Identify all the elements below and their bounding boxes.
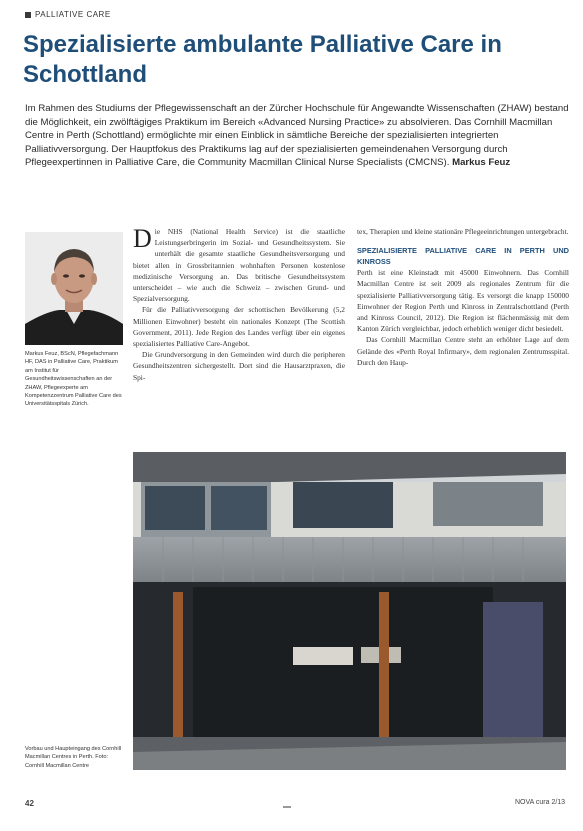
article-column-1 (133, 226, 345, 383)
article-lead (25, 102, 570, 170)
col1-paragraph-1 (133, 226, 345, 304)
portrait-caption: Markus Feuz, BScN, Pflegefachmann HF, DAS in Palliative Care, Praktikum am Institut für Gesundheitswissenschaften an der ZHAW, Pflegeexperte am Kompetenzzentrum Palliative Care des Universitätsspitals Zürich. (25, 351, 122, 408)
col1-paragraph-2: Für die Palliativversorgung der schottischen Bevölkerung (5,2 Millionen Einwohner) besteht ein nationales Konzept (The Scottish Government, 2011). Jede Region des Landes verfügt über ein eigenes spezialisiertes Palliative Care-Angebot. (133, 305, 345, 349)
subhead-perth-kinross: SPEZIALISIERTE PALLIATIVE CARE IN PERTH UND KINROSS (357, 246, 569, 267)
building-illustration (133, 452, 566, 770)
article-author: Markus Feuz (452, 157, 511, 169)
portrait-illustration (25, 232, 123, 345)
drop-cap: D (133, 224, 152, 253)
lead-text: Im Rahmen des Studiums der Pflegewissenschaft an der Zürcher Hochschule für Angewandte Wissenschaften (ZHAW) bestand die Möglichkeit, ein zwölftägiges Praktikum im Bereich «Advanced Nursing Practice» zu absolvieren. Das Cornhill Macmillan Centre in Perth (Schottland) ermöglichte mir einen Einblick in sämtliche Bereiche der spezialisierten integrierten Palliativversorgung. Der Hauptfokus des Praktikums lag auf der spezialisierten gemeindenahen Versorgung durch Pflegeexpertinnen in Palliative Care, die Community Macmillan Clinical Nurse Specialists (CMCNS). (25, 103, 569, 169)
col2-paragraph-3: Das Cornhill Macmillan Centre steht an erhöhter Lage auf dem Gelände des «Perth Royal Infirmary», dem regionalen Zentrumsspital. Durch den Haup- (357, 335, 569, 367)
article-title: Spezialisierte ambulante Palliative Care in Schottland (23, 31, 502, 88)
col2-paragraph-1: tex, Therapien und kleine stationäre Pflegeeinrichtungen untergebracht. (357, 227, 569, 236)
section-label (25, 10, 111, 19)
col2-paragraph-2: Perth ist eine Kleinstadt mit 45000 Einwohnern. Das Cornhill Macmillan Centre ist seit 2009 als regionales Zentrum für die spezialisierte Palliativversorgung tätig. Es versorgt die knapp 150000 Einwohner der Region Perth und Kinross in Zentralschottland (Perth and Kinross Council, 2012). Die Region ist flächenmässig mit dem Kanton Zürich vergleichbar, jedoch erheblich weniger dicht besiedelt. (357, 268, 569, 334)
article-column-2 (357, 226, 569, 368)
col1-paragraph-3: Die Grundversorgung in den Gemeinden wird durch die peripheren Gesundheitszentren sichergestellt. Dort sind die Hausarztpraxen, die Spi- (133, 350, 345, 382)
page-number: 42 (25, 799, 34, 808)
col1-p1-text: ie NHS (National Health Service) ist die staatliche Leistungserbringerin im Sozial- und Gesundheitssystem. Sie unterhält die gesamte staatliche Gesundheitsversorgung und bietet allen in Grossbritannien wohnhaften Personen kostenlose medizinische Versorgung an. Das britische Gesundheitssystem unterscheidet – wie auch die Schweiz – zwischen Grund- und Spezialversorgung. (133, 227, 345, 304)
section-label-text: PALLIATIVE CARE (35, 10, 111, 19)
building-photo (133, 452, 566, 770)
footer-mark (283, 806, 291, 808)
author-portrait (25, 232, 123, 345)
issue-label: NOVA cura 2/13 (515, 799, 566, 806)
photo-caption: Vorbau und Haupteingang des Cornhill Macmillan Centres in Perth. Foto: Cornhill Macmillan Centre (25, 746, 122, 769)
section-square-icon (25, 12, 31, 18)
